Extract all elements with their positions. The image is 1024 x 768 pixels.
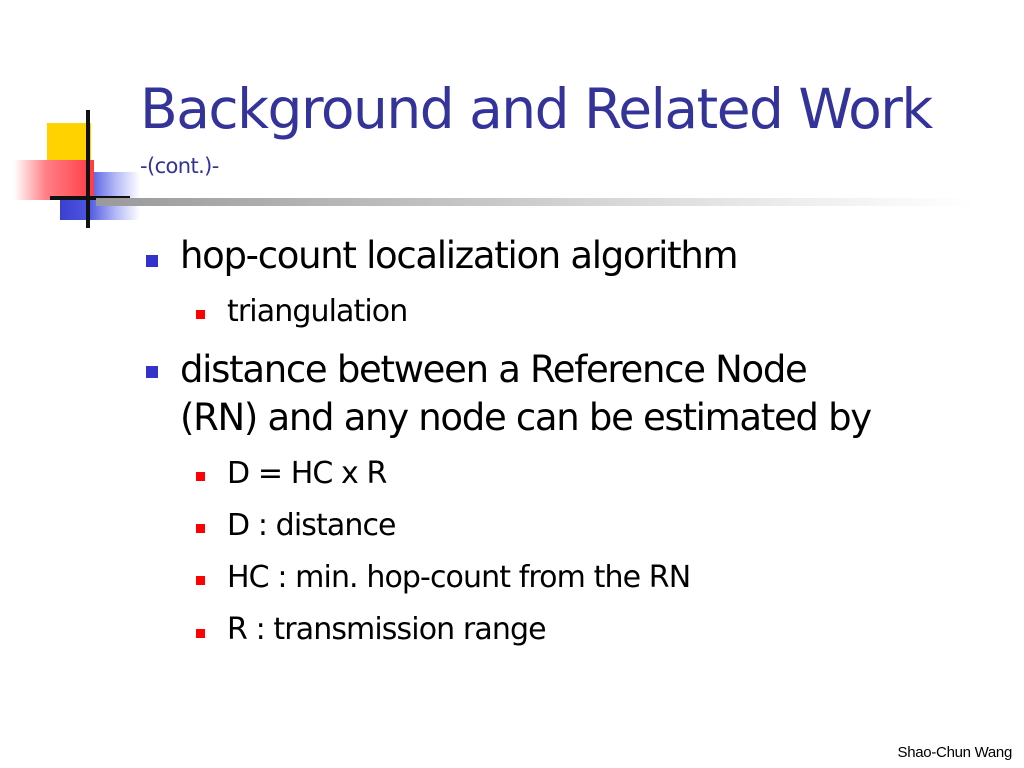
bullet-level2-icon — [196, 576, 205, 585]
slide-footer-author: Shao-Chun Wang — [897, 744, 1012, 761]
slide-subtitle: -(cont.)- — [140, 154, 219, 178]
bullet-item: hop-count localization algorithm — [180, 234, 738, 277]
sub-bullet-item: D = HC x R — [227, 456, 387, 491]
sub-bullet-item: D : distance — [227, 508, 396, 543]
sub-bullet-item: triangulation — [227, 294, 408, 329]
bullet-item-line2: (RN) and any node can be estimated by — [180, 396, 871, 439]
sub-bullet-item: R : transmission range — [227, 612, 546, 647]
bullet-level1-icon — [146, 255, 158, 267]
bullet-level1-icon — [146, 366, 158, 378]
bullet-level2-icon — [196, 472, 205, 481]
bullet-level2-icon — [196, 310, 205, 319]
bullet-level2-icon — [196, 524, 205, 533]
bullet-level2-icon — [196, 629, 205, 638]
sub-bullet-item: HC : min. hop-count from the RN — [227, 560, 691, 595]
slide-title: Background and Related Work — [140, 77, 932, 141]
bullet-item-line1: distance between a Reference Node — [180, 348, 807, 391]
